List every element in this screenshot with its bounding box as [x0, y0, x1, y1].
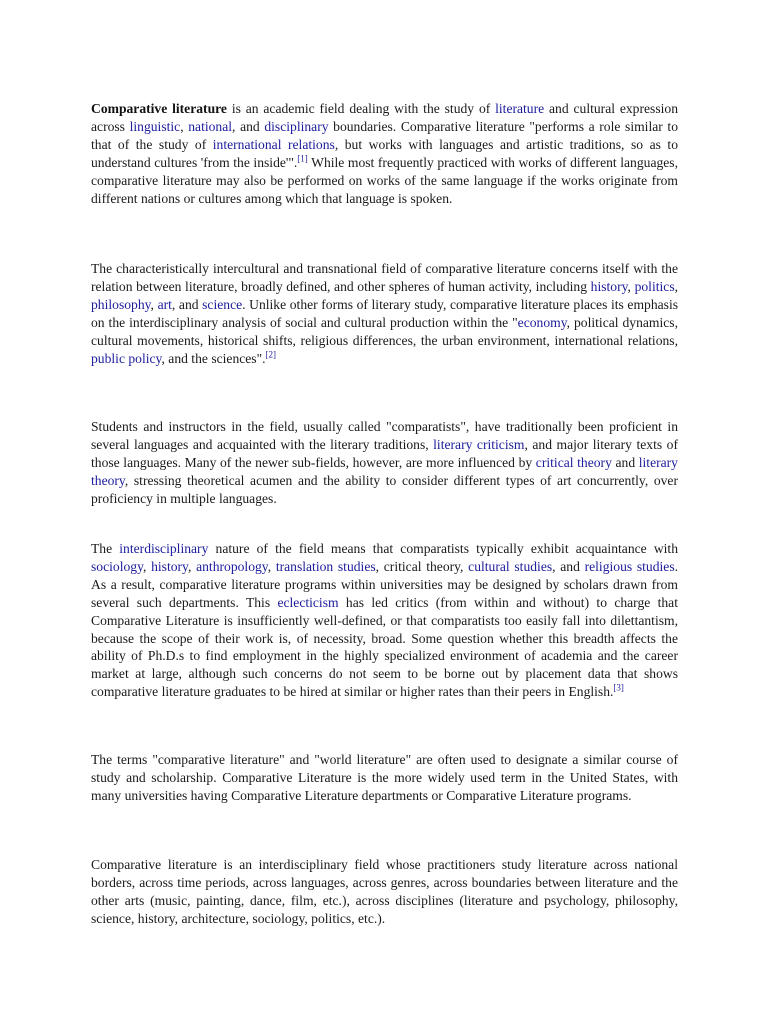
wiki-link[interactable]: linguistic: [129, 118, 181, 134]
wiki-link[interactable]: philosophy: [91, 296, 151, 312]
text-run: . As a result, comparative literature programs within universities may be designed by scholars drawn from several such departments. This: [91, 558, 679, 610]
wiki-link[interactable]: history: [151, 558, 188, 574]
paragraph-intro: [91, 100, 678, 207]
wiki-link[interactable]: literary theory: [91, 454, 678, 488]
text-run: , and: [171, 296, 203, 312]
citation-ref[interactable]: [3]: [613, 682, 624, 693]
text-run: and cultural expression across: [91, 101, 678, 134]
text-run: ,: [267, 558, 276, 574]
text-run: While most frequently practiced with works of different languages, comparative literature may also be performed on works of the same language if the works originate from different nations or cultures among which that language is spoken.: [91, 154, 678, 206]
text-run: Comparative literature is an interdisciplinary field whose practitioners study literature across national borders, across time periods, across languages, across genres, across boundaries between literature and the other arts (music, painting, dance, film, etc.), across disciplines (literature and psychology, philosophy, science, history, architecture, sociology, politics, etc.).: [91, 857, 678, 926]
wiki-link[interactable]: sociology: [91, 558, 143, 574]
wiki-link[interactable]: economy: [517, 314, 567, 330]
wiki-link[interactable]: anthropology: [196, 558, 268, 574]
wiki-link[interactable]: public policy: [91, 350, 162, 366]
wiki-link[interactable]: science: [202, 296, 243, 312]
text-run: ,: [674, 278, 679, 294]
text-run: , political dynamics, cultural movements, historical shifts, religious differences, the urban environment, international relations,: [91, 314, 678, 348]
text-run: , stressing theoretical acumen and the ability to consider different types of art concurrently, over proficiency in multiple languages.: [91, 472, 678, 506]
text-run: The: [91, 541, 120, 556]
text-run: . Unlike other forms of literary study, comparative literature places its emphasis on the interdisciplinary analysis of social and cultural production within the ": [91, 296, 679, 330]
wiki-link[interactable]: religious studies: [584, 558, 675, 574]
paragraph-definition: [91, 856, 678, 928]
wiki-link[interactable]: international relations: [212, 136, 335, 152]
text-run: The terms "comparative literature" and "world literature" are often used to designate a similar course of study and scholarship. Comparative Literature is the more widely used term in the United States, with many universities having Comparative Literature departments or Comparative Literature programs.: [91, 752, 678, 803]
text-run: boundaries. Comparative literature "performs a role similar to that of the study of: [91, 118, 679, 152]
wiki-link[interactable]: politics: [634, 278, 675, 294]
wiki-link[interactable]: translation studies: [275, 558, 376, 574]
text-run: ,: [187, 558, 197, 574]
citation-ref[interactable]: [1]: [297, 153, 308, 164]
text-run: Students and instructors in the field, usually called "comparatists", have traditionally been proficient in several languages and acquainted with the literary traditions,: [91, 419, 678, 452]
text-run: nature of the field means that comparatists typically exhibit acquaintance with: [208, 541, 678, 556]
text-run: ,: [180, 118, 189, 134]
bold-term: Comparative literature: [91, 101, 227, 116]
wiki-link[interactable]: art: [157, 296, 172, 312]
text-run: has led critics (from within and without) to charge that Comparative Literature is insufficiently well-defined, or that comparatists too easily fall into dilettantism, because the scope of their work is, of necessity, broad. Some question whether this breadth affects the ability of Ph.D.s to find employment in the highly specialized environment of academia and the career market at large, although such concerns do not seem to be borne out by placement data that shows comparative literature graduates to be hired at similar or higher rates than their peers in English.: [91, 594, 678, 700]
text-run: , and: [552, 558, 585, 574]
wiki-link[interactable]: interdisciplinary: [119, 541, 209, 556]
wiki-link[interactable]: disciplinary: [264, 118, 329, 134]
text-run: is an academic field dealing with the study of: [226, 101, 496, 116]
paragraph-comparatists: [91, 418, 678, 508]
citation-ref[interactable]: [2]: [265, 349, 277, 359]
text-run: , and major literary texts of those languages. Many of the newer sub-fields, however, are more influenced by: [91, 436, 678, 470]
text-run: ,: [142, 558, 152, 574]
wiki-link[interactable]: history: [590, 278, 628, 294]
text-run: , and: [232, 118, 265, 134]
text-run: , but works with languages and artistic traditions, so as to understand cultures 'from the inside'".: [91, 136, 679, 170]
wiki-link[interactable]: cultural studies: [468, 558, 553, 574]
text-run: The characteristically intercultural and transnational field of comparative literature concerns itself with the relation between literature, broadly defined, and other spheres of human activity, including: [91, 261, 678, 294]
text-run: and: [611, 454, 639, 470]
wiki-link[interactable]: critical theory: [535, 454, 612, 470]
wiki-link[interactable]: eclecticism: [277, 594, 339, 610]
wiki-link[interactable]: literary criticism: [433, 436, 525, 452]
wiki-link[interactable]: literature: [495, 101, 545, 116]
text-run: , and the sciences".: [161, 350, 266, 366]
wiki-link[interactable]: national: [188, 118, 233, 134]
paragraph-scope: [91, 260, 678, 367]
paragraph-interdisciplinary: [91, 540, 678, 701]
text-run: ,: [627, 278, 635, 294]
paragraph-world-literature: [91, 751, 678, 805]
text-run: , critical theory,: [375, 558, 469, 574]
text-run: ,: [150, 296, 158, 312]
